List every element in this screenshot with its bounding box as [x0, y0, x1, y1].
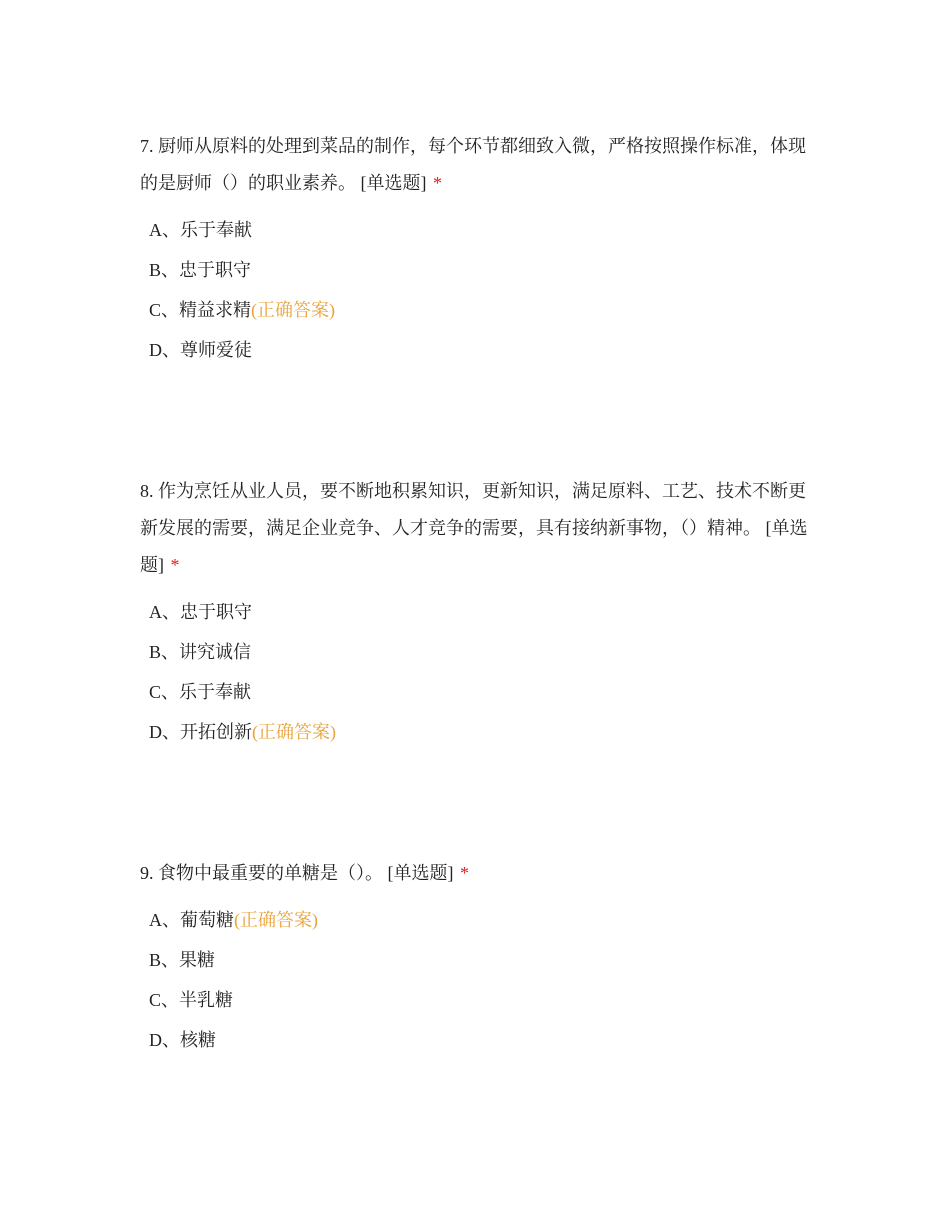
option-label: D、核糖 — [149, 1030, 216, 1050]
question-type-tag: [单选题] — [387, 863, 454, 883]
option-label: D、开拓创新 — [149, 722, 252, 742]
options-list — [140, 210, 820, 370]
question-8 — [140, 473, 820, 752]
options-list — [140, 900, 820, 1060]
stem-text: 7. 厨师从原料的处理到菜品的制作，每个环节都细致入微，严格按照操作标准，体现的是厨师（）的职业素养。 — [140, 136, 806, 193]
options-list — [140, 592, 820, 752]
question-9 — [140, 855, 820, 1060]
question-type-tag: [单选题] — [360, 173, 427, 193]
correct-answer-note: (正确答案) — [252, 722, 336, 742]
option-a[interactable] — [140, 210, 820, 250]
option-c[interactable] — [140, 672, 820, 712]
option-c[interactable] — [140, 980, 820, 1020]
required-mark: * — [170, 555, 180, 575]
option-label: B、果糖 — [149, 950, 216, 970]
option-label: A、乐于奉献 — [149, 220, 252, 240]
option-b[interactable] — [140, 940, 820, 980]
required-mark: * — [460, 863, 469, 883]
option-c[interactable] — [140, 290, 820, 330]
option-a[interactable] — [140, 592, 820, 632]
question-stem — [140, 128, 820, 202]
option-label: D、尊师爱徒 — [149, 340, 252, 360]
question-stem — [140, 855, 820, 892]
option-a[interactable] — [140, 900, 820, 940]
option-label: B、讲究诚信 — [149, 642, 252, 662]
question-type-tag: [单选题] — [140, 518, 808, 575]
question-7 — [140, 128, 820, 370]
stem-text: 8. 作为烹饪从业人员，要不断地积累知识，更新知识，满足原料、工艺、技术不断更新发展的需要，满足企业竞争、人才竞争的需要，具有接纳新事物，（）精神。 — [140, 481, 806, 538]
question-stem — [140, 473, 820, 584]
option-label: A、葡萄糖 — [149, 910, 234, 930]
option-d[interactable] — [140, 330, 820, 370]
option-d[interactable] — [140, 712, 820, 752]
option-b[interactable] — [140, 250, 820, 290]
correct-answer-note: (正确答案) — [251, 300, 336, 320]
option-b[interactable] — [140, 632, 820, 672]
correct-answer-note: (正确答案) — [234, 910, 318, 930]
stem-text: 9. 食物中最重要的单糖是（）。 — [140, 863, 383, 883]
option-label: C、乐于奉献 — [149, 682, 252, 702]
option-label: B、忠于职守 — [149, 260, 252, 280]
required-mark: * — [433, 173, 442, 193]
option-d[interactable] — [140, 1020, 820, 1060]
option-label: A、忠于职守 — [149, 602, 252, 622]
option-label: C、精益求精 — [149, 300, 252, 320]
option-label: C、半乳糖 — [149, 990, 234, 1010]
